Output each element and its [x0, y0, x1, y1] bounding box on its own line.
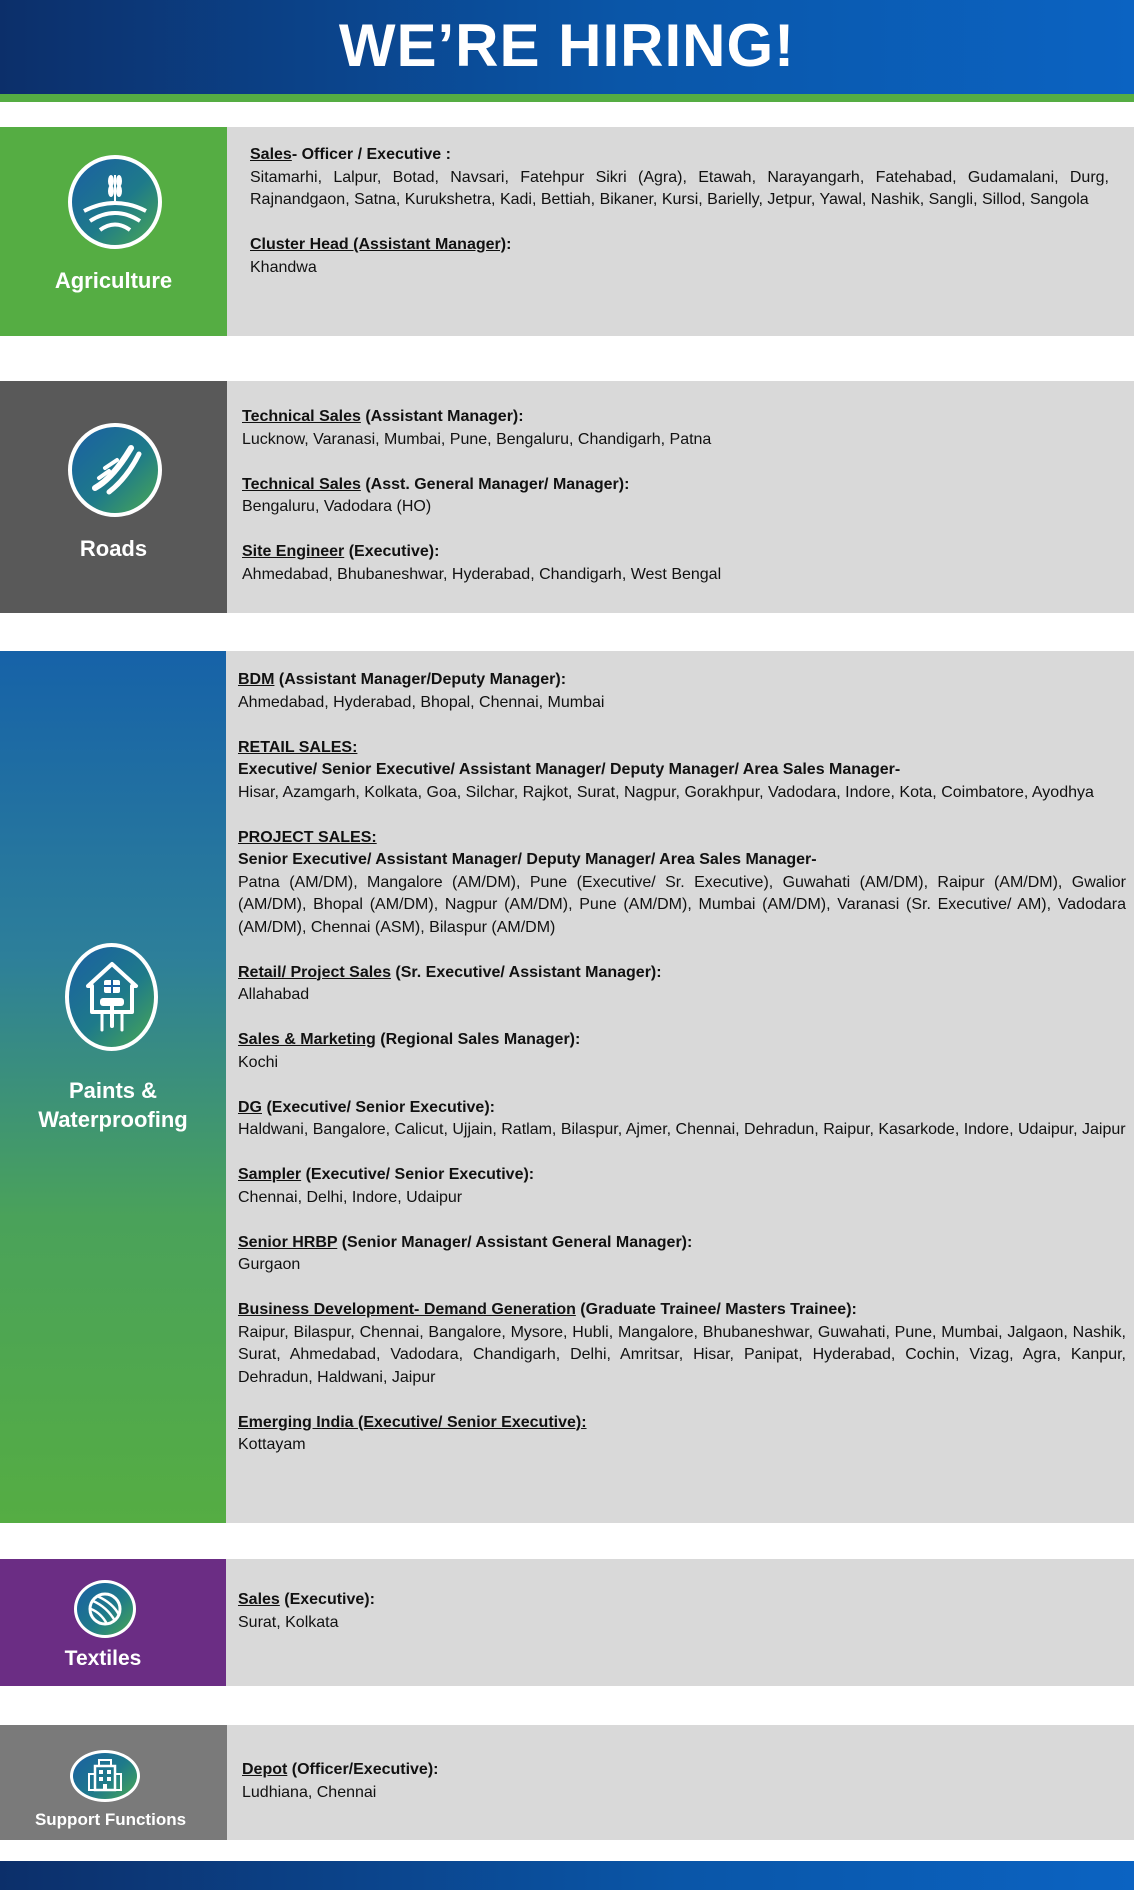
- job-locations: Kochi: [238, 1053, 279, 1071]
- job-title-link[interactable]: Business Development- Demand Generation: [238, 1301, 576, 1318]
- header-stripe: [0, 94, 1134, 102]
- paints-label: [0, 1077, 226, 1134]
- section-support: [0, 1725, 1134, 1840]
- job-item: [238, 737, 1126, 805]
- agriculture-jobs: [227, 127, 1134, 336]
- job-role: (Graduate Trainee/ Masters Trainee):: [575, 1301, 857, 1318]
- job-locations: Ludhiana, Chennai: [242, 1783, 377, 1801]
- job-item: [238, 1097, 1126, 1142]
- job-item: [242, 474, 1109, 519]
- job-locations: Bengaluru, Vadodara (HO): [242, 498, 432, 515]
- roads-sidebar: [0, 381, 227, 613]
- job-locations: Ahmedabad, Bhubaneshwar, Hyderabad, Chandigarh, West Bengal: [242, 565, 722, 583]
- page-title: WE’RE HIRING!: [338, 12, 796, 79]
- job-title-link[interactable]: RETAIL SALES:: [238, 738, 358, 756]
- section-textiles: [0, 1559, 1134, 1686]
- yarn-ball-icon: [74, 1580, 136, 1638]
- job-title-link[interactable]: Depot: [242, 1761, 288, 1778]
- job-locations: Khandwa: [250, 258, 317, 276]
- section-agriculture: [0, 127, 1134, 336]
- support-label: Support Functions: [34, 1810, 187, 1829]
- job-item: [238, 1412, 1126, 1457]
- job-role: (Executive):: [344, 543, 440, 560]
- job-locations: Ahmedabad, Hyderabad, Bhopal, Chennai, Mumbai: [238, 693, 605, 711]
- agriculture-sidebar: [0, 127, 227, 336]
- textiles-jobs: [226, 1559, 1134, 1686]
- job-item: [250, 144, 1109, 212]
- job-role: (Officer/Executive):: [287, 1761, 439, 1778]
- paints-jobs: [226, 651, 1134, 1523]
- house-paint-roller-icon: [65, 943, 158, 1051]
- job-title-link[interactable]: Emerging India (Executive/ Senior Executive):: [238, 1413, 587, 1431]
- job-locations: Hisar, Azamgarh, Kolkata, Goa, Silchar, Rajkot, Surat, Nagpur, Gorakhpur, Vadodara, Indore, Kota, Coimbatore, Ayodhya: [238, 783, 1094, 801]
- job-item: [242, 1759, 1114, 1804]
- job-item: [238, 827, 1126, 940]
- job-item: [242, 406, 1109, 451]
- job-locations: Allahabad: [238, 986, 310, 1003]
- job-title-link[interactable]: Sales: [250, 146, 292, 163]
- textiles-sidebar: [0, 1559, 226, 1686]
- job-item: [238, 1232, 1126, 1277]
- job-item: [250, 234, 1109, 279]
- job-item: [238, 1589, 1114, 1634]
- job-locations: Lucknow, Varanasi, Mumbai, Pune, Bengaluru, Chandigarh, Patna: [242, 430, 712, 448]
- job-title-link[interactable]: Technical Sales: [242, 475, 361, 493]
- job-item: [238, 1164, 1126, 1209]
- job-title-link[interactable]: Sales: [238, 1591, 280, 1608]
- job-item: [238, 962, 1126, 1007]
- wheat-field-icon: [68, 155, 162, 249]
- job-title-link[interactable]: Site Engineer: [242, 543, 345, 560]
- job-subtitle: Senior Executive/ Assistant Manager/ Deputy Manager/ Area Sales Manager-: [238, 851, 817, 868]
- job-role: (Executive/ Senior Executive):: [301, 1166, 535, 1183]
- header-banner: [0, 0, 1134, 94]
- job-role: (Assistant Manager/Deputy Manager):: [274, 671, 567, 688]
- paints-label-line1: Paints &: [68, 1078, 158, 1103]
- job-locations: Kottayam: [238, 1436, 306, 1453]
- job-subtitle: Executive/ Senior Executive/ Assistant Manager/ Deputy Manager/ Area Sales Manager-: [238, 761, 901, 778]
- section-paints: [0, 651, 1134, 1523]
- job-item: [238, 1299, 1126, 1389]
- job-locations: Haldwani, Bangalore, Calicut, Ujjain, Ratlam, Bilaspur, Ajmer, Chennai, Dehradun, Raipur, Kasarkode, Indore, Udaipur, Jaipur: [238, 1121, 1126, 1138]
- job-locations: Sitamarhi, Lalpur, Botad, Navsari, Fatehpur Sikri (Agra), Etawah, Narayangarh, Fatehabad, Gudamalani, Durg, Rajnandgaon, Satna, Kurukshetra, Kadi, Bettiah, Bikaner, Kursi, Barielly, Jetpur, Yawal, Nashik, Sangli, Sillod, Sangola: [250, 168, 1109, 208]
- agriculture-label: Agriculture: [54, 268, 173, 293]
- job-item: [242, 541, 1109, 586]
- job-title-link[interactable]: BDM: [238, 671, 275, 688]
- job-role: (Regional Sales Manager):: [375, 1031, 581, 1048]
- job-locations: Patna (AM/DM), Mangalore (AM/DM), Pune (Executive/ Sr. Executive), Guwahati (AM/DM), Raipur (AM/DM), Gwalior (AM/DM), Bhopal (AM/DM), Nagpur (AM/DM), Pune (AM/DM), Mumbai (AM/DM), Varanasi (Sr. Executive/ AM), Vadodara (AM/DM), Chennai (ASM), Bilaspur (AM/DM): [238, 873, 1126, 936]
- job-role: - Officer / Executive :: [291, 146, 451, 163]
- section-roads: [0, 381, 1134, 613]
- job-role: (Assistant Manager):: [360, 408, 524, 425]
- job-title-link[interactable]: PROJECT SALES:: [238, 828, 377, 846]
- job-title-link[interactable]: Senior HRBP: [238, 1233, 338, 1251]
- job-role: (Sr. Executive/ Assistant Manager):: [390, 963, 662, 981]
- footer-bar: [0, 1861, 1134, 1890]
- job-title-link[interactable]: Technical Sales: [242, 408, 361, 425]
- job-locations: Chennai, Delhi, Indore, Udaipur: [238, 1188, 463, 1206]
- job-item: [238, 669, 1126, 714]
- job-role: (Executive/ Senior Executive):: [262, 1098, 495, 1116]
- job-role: (Senior Manager/ Assistant General Manager):: [337, 1233, 693, 1251]
- job-title-link[interactable]: Retail/ Project Sales: [238, 963, 391, 981]
- job-item: [238, 1029, 1126, 1074]
- office-building-icon: [70, 1750, 140, 1802]
- paints-label-line2: Waterproofing: [38, 1106, 188, 1132]
- job-role: :: [506, 236, 512, 253]
- job-title-link[interactable]: Sales & Marketing: [238, 1031, 376, 1048]
- job-title-link[interactable]: DG: [238, 1098, 262, 1116]
- paints-sidebar: [0, 651, 226, 1523]
- job-locations: Surat, Kolkata: [238, 1613, 339, 1631]
- job-locations: Gurgaon: [238, 1256, 301, 1273]
- roads-jobs: [227, 381, 1134, 613]
- support-sidebar: [0, 1725, 227, 1840]
- job-title-link[interactable]: Sampler: [238, 1166, 302, 1183]
- support-jobs: [227, 1725, 1134, 1840]
- job-role: (Executive):: [279, 1591, 375, 1608]
- job-role: (Asst. General Manager/ Manager):: [360, 475, 630, 493]
- road-icon: [68, 423, 162, 517]
- job-locations: Raipur, Bilaspur, Chennai, Bangalore, Mysore, Hubli, Mangalore, Bhubaneshwar, Guwahati, Pune, Mumbai, Jalgaon, Nashik, Surat, Ahmedabad, Vadodara, Chandigarh, Delhi, Amritsar, Hisar, Panipat, Hyderabad, Cochin, Vizag, Agra, Kanpur, Dehradun, Haldwani, Jaipur: [238, 1323, 1126, 1386]
- roads-label: Roads: [79, 536, 148, 561]
- textiles-label: Textiles: [64, 1647, 142, 1670]
- job-title-link[interactable]: Cluster Head (Assistant Manager): [250, 236, 507, 253]
